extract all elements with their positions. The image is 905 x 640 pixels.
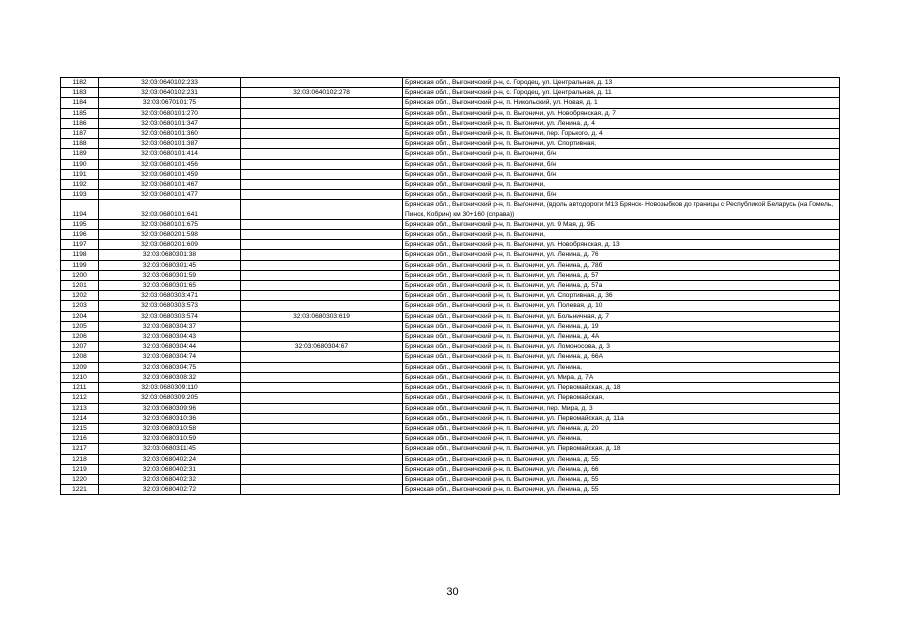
row-number-cell: 1215: [61, 423, 99, 433]
linked-cadastral-number-cell: [241, 444, 403, 454]
address-cell: Брянская обл., Выгоничский р-н, п. Выгоничи, ул. Спортивная, д. 36: [403, 291, 840, 301]
linked-cadastral-number-cell: [241, 393, 403, 403]
cadastral-number-cell: 32:03:0680304:44: [99, 342, 241, 352]
linked-cadastral-number-cell: [241, 321, 403, 331]
address-cell: Брянская обл., Выгоничский р-н, п. Выгоничи,: [403, 180, 840, 190]
table-row: [61, 393, 840, 403]
address-cell: Брянская обл., Выгоничский р-н, п. Выгоничи, ул. Ломоносова, д. 3: [403, 342, 840, 352]
cadastral-number-cell: 32:03:0640102:233: [99, 78, 241, 88]
table-row: [61, 250, 840, 260]
address-cell: Брянская обл., Выгоничский р-н, п. Выгоничи, ул. Ленина, д. 4А: [403, 332, 840, 342]
table-row: [61, 301, 840, 311]
cadastral-number-cell: 32:03:0680304:43: [99, 332, 241, 342]
address-cell: Брянская обл., Выгоничский р-н, п. Выгоничи, ул. Ленина, д. 78б: [403, 260, 840, 270]
address-cell: Брянская обл., Выгоничский р-н, п. Выгоничи, (вдоль автодороги М13 Брянск- Новозыбков до границы с Республикой Беларусь (на Гомель, Пинск, Кобрин) км 30+160 (справа)): [403, 200, 840, 219]
cadastral-number-cell: 32:03:0680101:467: [99, 180, 241, 190]
linked-cadastral-number-cell: [241, 129, 403, 139]
row-number-cell: 1187: [61, 129, 99, 139]
table-row: [61, 291, 840, 301]
cadastral-number-cell: 32:03:0680201:609: [99, 240, 241, 250]
row-number-cell: 1214: [61, 413, 99, 423]
row-number-cell: 1210: [61, 372, 99, 382]
table-row: [61, 332, 840, 342]
cadastral-number-cell: 32:03:0680309:96: [99, 403, 241, 413]
linked-cadastral-number-cell: [241, 98, 403, 108]
table-row: [61, 159, 840, 169]
row-number-cell: 1211: [61, 383, 99, 393]
table-body: [61, 78, 840, 495]
cadastral-number-cell: 32:03:0680101:675: [99, 219, 241, 229]
linked-cadastral-number-cell: [241, 118, 403, 128]
table-row: [61, 129, 840, 139]
table-row: [61, 230, 840, 240]
cadastral-number-cell: 32:03:0680303:573: [99, 301, 241, 311]
linked-cadastral-number-cell: [241, 485, 403, 495]
row-number-cell: 1185: [61, 108, 99, 118]
cadastral-number-cell: 32:03:0680101:414: [99, 149, 241, 159]
cadastral-number-cell: 32:03:0680101:641: [99, 200, 241, 219]
table-row: [61, 362, 840, 372]
linked-cadastral-number-cell: [241, 464, 403, 474]
address-cell: Брянская обл., Выгоничский р-н, п. Выгоничи, пер. Горького, д. 4: [403, 129, 840, 139]
linked-cadastral-number-cell: [241, 180, 403, 190]
table-row: [61, 149, 840, 159]
linked-cadastral-number-cell: [241, 413, 403, 423]
row-number-cell: 1200: [61, 270, 99, 280]
row-number-cell: 1197: [61, 240, 99, 250]
table-row: [61, 200, 840, 219]
cadastral-number-cell: 32:03:0680301:59: [99, 270, 241, 280]
cadastral-number-cell: 32:03:0640102:231: [99, 88, 241, 98]
cadastral-number-cell: 32:03:0680402:24: [99, 454, 241, 464]
address-cell: Брянская обл., Выгоничский р-н, п. Выгоничи, ул. Ленина, д. 57: [403, 270, 840, 280]
address-cell: Брянская обл., Выгоничский р-н, п. Выгоничи, б/н: [403, 190, 840, 200]
address-cell: Брянская обл., Выгоничский р-н, п. Выгоничи, б/н: [403, 149, 840, 159]
cadastral-number-cell: 32:03:0680310:58: [99, 423, 241, 433]
table-row: [61, 342, 840, 352]
row-number-cell: 1221: [61, 485, 99, 495]
linked-cadastral-number-cell: [241, 372, 403, 382]
cadastral-number-cell: 32:03:0680402:32: [99, 474, 241, 484]
address-cell: Брянская обл., Выгоничский р-н, п. Выгоничи, ул. Спортивная,: [403, 139, 840, 149]
address-cell: Брянская обл., Выгоничский р-н, п. Выгоничи, пер. Мира, д. 3: [403, 403, 840, 413]
linked-cadastral-number-cell: [241, 240, 403, 250]
linked-cadastral-number-cell: [241, 454, 403, 464]
linked-cadastral-number-cell: [241, 108, 403, 118]
linked-cadastral-number-cell: [241, 159, 403, 169]
cadastral-number-cell: 32:03:0680304:75: [99, 362, 241, 372]
linked-cadastral-number-cell: [241, 403, 403, 413]
row-number-cell: 1192: [61, 180, 99, 190]
table-row: [61, 464, 840, 474]
address-cell: Брянская обл., Выгоничский р-н, п. Никольский, ул. Новая, д. 1: [403, 98, 840, 108]
row-number-cell: 1184: [61, 98, 99, 108]
linked-cadastral-number-cell: [241, 291, 403, 301]
address-cell: Брянская обл., Выгоничский р-н, п. Выгоничи, ул. Ленина, д. 55: [403, 485, 840, 495]
address-cell: Брянская обл., Выгоничский р-н, п. Выгоничи, ул. Первомайская, д. 11а: [403, 413, 840, 423]
address-cell: Брянская обл., Выгоничский р-н, п. Выгоничи, ул. Мира, д. 7А: [403, 372, 840, 382]
table-row: [61, 270, 840, 280]
linked-cadastral-number-cell: [241, 139, 403, 149]
cadastral-number-cell: 32:03:0680201:598: [99, 230, 241, 240]
linked-cadastral-number-cell: [241, 230, 403, 240]
address-cell: Брянская обл., Выгоничский р-н, п. Выгоничи, ул. Новобрянская, д. 7: [403, 108, 840, 118]
cadastral-number-cell: 32:03:0680301:38: [99, 250, 241, 260]
table-row: [61, 88, 840, 98]
address-cell: Брянская обл., Выгоничский р-н, п. Выгоничи, ул. Полевая, д. 10: [403, 301, 840, 311]
linked-cadastral-number-cell: 32:03:0680304:67: [241, 342, 403, 352]
cadastral-number-cell: 32:03:0680301:65: [99, 281, 241, 291]
table-row: [61, 352, 840, 362]
table-row: [61, 190, 840, 200]
address-cell: Брянская обл., Выгоничский р-н, п. Выгоничи, ул. Ленина, д. 20: [403, 423, 840, 433]
linked-cadastral-number-cell: [241, 78, 403, 88]
address-cell: Брянская обл., Выгоничский р-н, п. Выгоничи, ул. Новобрянская, д. 13: [403, 240, 840, 250]
row-number-cell: 1188: [61, 139, 99, 149]
table-row: [61, 169, 840, 179]
address-cell: Брянская обл., Выгоничский р-н, п. Выгоничи, ул. Первомайская, д. 18: [403, 444, 840, 454]
table-row: [61, 474, 840, 484]
address-cell: Брянская обл., Выгоничский р-н, п. Выгоничи, ул. Ленина, д. 4: [403, 118, 840, 128]
address-cell: Брянская обл., Выгоничский р-н, с. Городец, ул. Центральная, д. 11: [403, 88, 840, 98]
table-row: [61, 118, 840, 128]
linked-cadastral-number-cell: [241, 383, 403, 393]
table-row: [61, 485, 840, 495]
cadastral-number-cell: 32:03:0680101:270: [99, 108, 241, 118]
linked-cadastral-number-cell: [241, 219, 403, 229]
row-number-cell: 1203: [61, 301, 99, 311]
linked-cadastral-number-cell: [241, 149, 403, 159]
linked-cadastral-number-cell: [241, 260, 403, 270]
cadastral-number-cell: 32:03:0680101:360: [99, 129, 241, 139]
row-number-cell: 1202: [61, 291, 99, 301]
row-number-cell: 1206: [61, 332, 99, 342]
linked-cadastral-number-cell: [241, 434, 403, 444]
row-number-cell: 1191: [61, 169, 99, 179]
table-row: [61, 281, 840, 291]
address-cell: Брянская обл., Выгоничский р-н, п. Выгоничи, ул. Первомайская, д. 18: [403, 383, 840, 393]
table-row: [61, 311, 840, 321]
table-row: [61, 321, 840, 331]
table-row: [61, 413, 840, 423]
address-cell: Брянская обл., Выгоничский р-н, с. Городец, ул. Центральная, д. 13: [403, 78, 840, 88]
address-cell: Брянская обл., Выгоничский р-н, п. Выгоничи,: [403, 230, 840, 240]
row-number-cell: 1196: [61, 230, 99, 240]
cadastral-number-cell: 32:03:0680310:36: [99, 413, 241, 423]
cadastral-number-cell: 32:03:0680311:45: [99, 444, 241, 454]
address-cell: Брянская обл., Выгоничский р-н, п. Выгоничи, ул. 9 Мая, д. 9Б: [403, 219, 840, 229]
row-number-cell: 1183: [61, 88, 99, 98]
row-number-cell: 1190: [61, 159, 99, 169]
table-row: [61, 180, 840, 190]
row-number-cell: 1182: [61, 78, 99, 88]
cadastral-number-cell: 32:03:0680301:45: [99, 260, 241, 270]
row-number-cell: 1199: [61, 260, 99, 270]
address-cell: Брянская обл., Выгоничский р-н, п. Выгоничи, ул. Ленина, д. 55: [403, 474, 840, 484]
linked-cadastral-number-cell: [241, 281, 403, 291]
linked-cadastral-number-cell: 32:03:0680303:619: [241, 311, 403, 321]
row-number-cell: 1218: [61, 454, 99, 464]
row-number-cell: 1209: [61, 362, 99, 372]
linked-cadastral-number-cell: [241, 362, 403, 372]
cadastral-number-cell: 32:03:0680303:471: [99, 291, 241, 301]
address-cell: Брянская обл., Выгоничский р-н, п. Выгоничи, ул. Первомайская,: [403, 393, 840, 403]
row-number-cell: 1205: [61, 321, 99, 331]
linked-cadastral-number-cell: [241, 169, 403, 179]
linked-cadastral-number-cell: [241, 190, 403, 200]
address-cell: Брянская обл., Выгоничский р-н, п. Выгоничи, ул. Ленина, д. 66А: [403, 352, 840, 362]
linked-cadastral-number-cell: [241, 301, 403, 311]
table-row: [61, 139, 840, 149]
address-cell: Брянская обл., Выгоничский р-н, п. Выгоничи, ул. Ленина, д. 76: [403, 250, 840, 260]
table-row: [61, 240, 840, 250]
row-number-cell: 1216: [61, 434, 99, 444]
cadastral-number-cell: 32:03:0680101:387: [99, 139, 241, 149]
cadastral-number-cell: 32:03:0680101:347: [99, 118, 241, 128]
cadastral-number-cell: 32:03:0680402:72: [99, 485, 241, 495]
cadastral-number-cell: 32:03:0680304:37: [99, 321, 241, 331]
table-row: [61, 372, 840, 382]
cadastral-number-cell: 32:03:0680402:31: [99, 464, 241, 474]
row-number-cell: 1220: [61, 474, 99, 484]
table-row: [61, 403, 840, 413]
address-cell: Брянская обл., Выгоничский р-н, п. Выгоничи, ул. Ленина, д. 19: [403, 321, 840, 331]
linked-cadastral-number-cell: [241, 423, 403, 433]
page-number: 30: [446, 586, 459, 598]
row-number-cell: 1195: [61, 219, 99, 229]
row-number-cell: 1219: [61, 464, 99, 474]
cadastral-number-cell: 32:03:0680308:32: [99, 372, 241, 382]
cadastral-number-cell: 32:03:0680101:459: [99, 169, 241, 179]
row-number-cell: 1186: [61, 118, 99, 128]
row-number-cell: 1189: [61, 149, 99, 159]
linked-cadastral-number-cell: [241, 332, 403, 342]
cadastral-number-cell: 32:03:0680303:574: [99, 311, 241, 321]
table-row: [61, 423, 840, 433]
row-number-cell: 1193: [61, 190, 99, 200]
address-cell: Брянская обл., Выгоничский р-н, п. Выгоничи, б/н: [403, 169, 840, 179]
table-row: [61, 434, 840, 444]
row-number-cell: 1198: [61, 250, 99, 260]
address-cell: Брянская обл., Выгоничский р-н, п. Выгоничи, ул. Больничная, д. 7: [403, 311, 840, 321]
row-number-cell: 1194: [61, 200, 99, 219]
linked-cadastral-number-cell: [241, 352, 403, 362]
row-number-cell: 1207: [61, 342, 99, 352]
linked-cadastral-number-cell: [241, 250, 403, 260]
table-row: [61, 454, 840, 464]
linked-cadastral-number-cell: [241, 474, 403, 484]
cadastral-number-cell: 32:03:0680309:205: [99, 393, 241, 403]
row-number-cell: 1204: [61, 311, 99, 321]
cadastral-number-cell: 32:03:0670101:75: [99, 98, 241, 108]
cadastral-number-cell: 32:03:0680310:59: [99, 434, 241, 444]
cadastral-number-cell: 32:03:0680101:456: [99, 159, 241, 169]
table-row: [61, 219, 840, 229]
cadastral-number-cell: 32:03:0680101:477: [99, 190, 241, 200]
cadastral-number-cell: 32:03:0680304:74: [99, 352, 241, 362]
table-row: [61, 108, 840, 118]
address-cell: Брянская обл., Выгоничский р-н, п. Выгоничи, ул. Ленина, д. 55: [403, 454, 840, 464]
table-row: [61, 260, 840, 270]
address-cell: Брянская обл., Выгоничский р-н, п. Выгоничи, ул. Ленина, д. 66: [403, 464, 840, 474]
row-number-cell: 1208: [61, 352, 99, 362]
address-cell: Брянская обл., Выгоничский р-н, п. Выгоничи, ул. Ленина,: [403, 362, 840, 372]
row-number-cell: 1213: [61, 403, 99, 413]
table-row: [61, 78, 840, 88]
cadastral-register-table: [60, 77, 840, 495]
table-row: [61, 383, 840, 393]
address-cell: Брянская обл., Выгоничский р-н, п. Выгоничи, ул. Ленина, д. 57а: [403, 281, 840, 291]
address-cell: Брянская обл., Выгоничский р-н, п. Выгоничи, ул. Ленина,: [403, 434, 840, 444]
linked-cadastral-number-cell: 32:03:0640102:278: [241, 88, 403, 98]
row-number-cell: 1201: [61, 281, 99, 291]
address-cell: Брянская обл., Выгоничский р-н, п. Выгоничи, б/н: [403, 159, 840, 169]
row-number-cell: 1212: [61, 393, 99, 403]
row-number-cell: 1217: [61, 444, 99, 454]
linked-cadastral-number-cell: [241, 270, 403, 280]
cadastral-number-cell: 32:03:0680309:110: [99, 383, 241, 393]
table-row: [61, 444, 840, 454]
linked-cadastral-number-cell: [241, 200, 403, 219]
table-row: [61, 98, 840, 108]
